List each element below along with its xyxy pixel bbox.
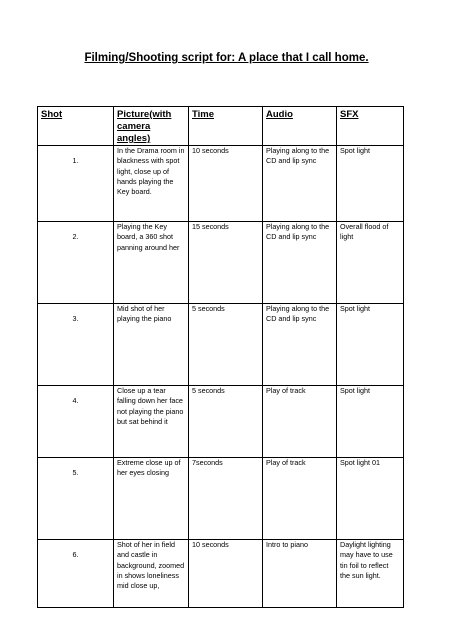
header-row xyxy=(38,107,404,146)
table-row xyxy=(38,146,404,222)
audio-cell: Playing along to the CD and lip sync xyxy=(263,222,337,304)
sfx-cell: Spot light 01 xyxy=(337,458,404,540)
picture-cell: In the Drama room in blackness with spot light, close up of hands playing the Key board. xyxy=(114,146,189,222)
time-cell: 5 seconds xyxy=(189,304,263,386)
audio-cell: Playing along to the CD and lip sync xyxy=(263,304,337,386)
picture-cell: Extreme close up of her eyes closing xyxy=(114,458,189,540)
header-audio: Audio xyxy=(263,107,337,146)
sfx-cell: Daylight lighting may have to use tin foil to reflect the sun light. xyxy=(337,540,404,608)
header-shot: Shot xyxy=(38,107,114,146)
picture-cell: Close up a tear falling down her face not playing the piano but sat behind it xyxy=(114,386,189,458)
time-cell: 10 seconds xyxy=(189,146,263,222)
shot-cell xyxy=(38,304,114,386)
audio-cell: Intro to piano xyxy=(263,540,337,608)
audio-cell: Play of track xyxy=(263,458,337,540)
header-time: Time xyxy=(189,107,263,146)
header-sfx: SFX xyxy=(337,107,404,146)
shot-cell xyxy=(38,540,114,608)
time-cell: 15 seconds xyxy=(189,222,263,304)
time-cell: 7seconds xyxy=(189,458,263,540)
shot-number: 2. xyxy=(72,232,79,241)
table-row xyxy=(38,540,404,608)
sfx-cell: Spot light xyxy=(337,386,404,458)
table-row xyxy=(38,386,404,458)
shot-number: 1. xyxy=(72,156,79,165)
picture-cell: Mid shot of her playing the piano xyxy=(114,304,189,386)
sfx-cell: Overall flood of light xyxy=(337,222,404,304)
shot-cell xyxy=(38,222,114,304)
picture-cell: Playing the Key board, a 360 shot panning around her xyxy=(114,222,189,304)
table-row xyxy=(38,458,404,540)
script-table xyxy=(37,106,404,608)
shot-number: 3. xyxy=(72,314,79,323)
page-title: Filming/Shooting script for: A place that I call home. xyxy=(84,52,369,64)
table-row xyxy=(38,222,404,304)
time-cell: 10 seconds xyxy=(189,540,263,608)
table-row xyxy=(38,304,404,386)
shot-number: 6. xyxy=(72,550,79,559)
shot-cell xyxy=(38,458,114,540)
audio-cell: Playing along to the CD and lip sync xyxy=(263,146,337,222)
audio-cell: Play of track xyxy=(263,386,337,458)
shot-cell xyxy=(38,146,114,222)
shot-number: 5. xyxy=(72,468,79,477)
shot-cell xyxy=(38,386,114,458)
time-cell: 5 seconds xyxy=(189,386,263,458)
header-picture: Picture(with camera angles) xyxy=(114,107,189,146)
sfx-cell: Spot light xyxy=(337,146,404,222)
shot-number: 4. xyxy=(72,396,79,405)
sfx-cell: Spot light xyxy=(337,304,404,386)
picture-cell: Shot of her in field and castle in background, zoomed in shows loneliness mid close up, xyxy=(114,540,189,608)
